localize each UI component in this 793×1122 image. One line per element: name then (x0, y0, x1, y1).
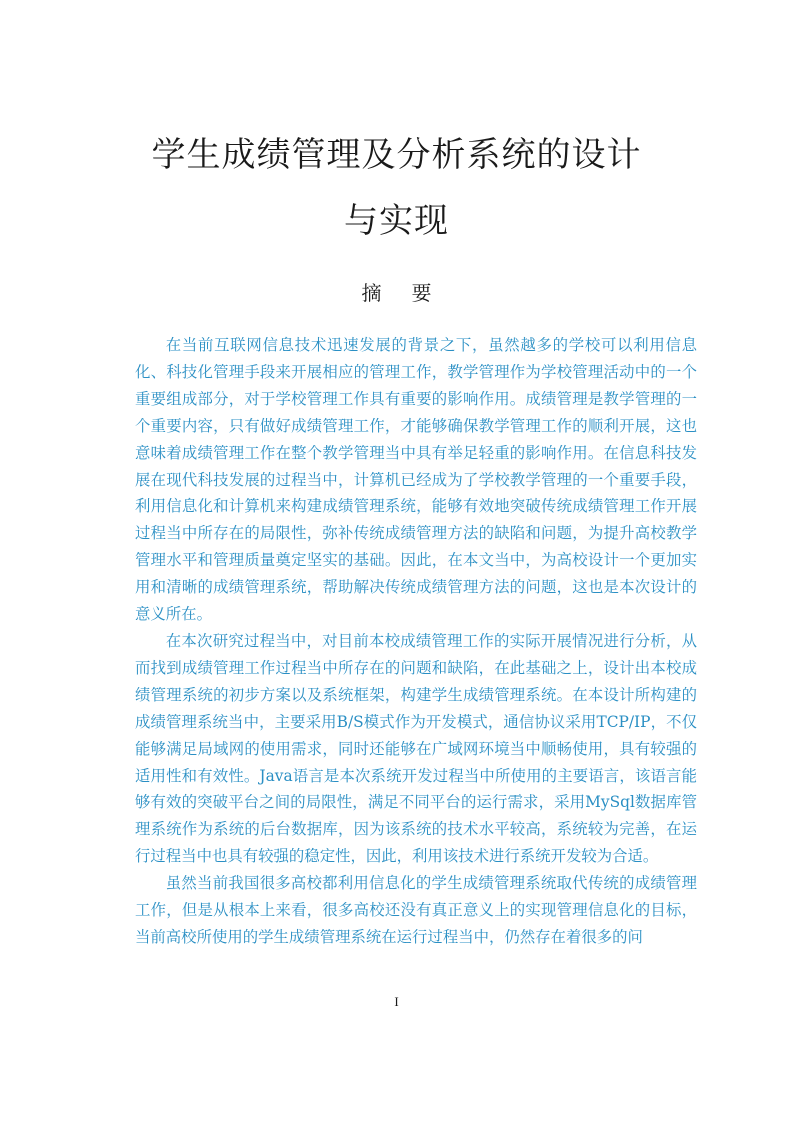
page-number: I (394, 994, 399, 1009)
abstract-paragraph-1: 在当前互联网信息技术迅速发展的背景之下，虽然越多的学校可以利用信息化、科技化管理手段来开展相应的管理工作，教学管理作为学校管理活动中的一个重要组成部分，对于学校管理工作具有重要的影响作用。成绩管理是教学管理的一个重要内容，只有做好成绩管理工作，才能够确保教学管理工作的顺利开展，这也意味着成绩管理工作在整个教学管理当中具有举足轻重的影响作用。在信息科技发展在现代科技发展的过程当中，计算机已经成为了学校教学管理的一个重要手段，利用信息化和计算机来构建成绩管理系统，能够有效地突破传统成绩管理工作开展过程当中所存在的局限性，弥补传统成绩管理方法的缺陷和问题，为提升高校教学管理水平和管理质量奠定坚实的基础。因此，在本文当中，为高校设计一个更加实用和清晰的成绩管理系统，帮助解决传统成绩管理方法的问题，这也是本次设计的意义所在。 (135, 336, 697, 624)
abstract-paragraph-2: 在本次研究过程当中，对目前本校成绩管理工作的实际开展情况进行分析，从而找到成绩管理工作过程当中所存在的问题和缺陷，在此基础之上，设计出本校成绩管理系统的初步方案以及系统框架，构建学生成绩管理系统。在本设计所构建的成绩管理系统当中，主要采用B/S模式作为开发模式，通信协议采用TCP/IP，不仅能够满足局域网的使用需求，同时还能够在广域网环境当中顺畅使用，具有较强的适用性和有效性。Java语言是本次系统开发过程当中所使用的主要语言，该语言能够有效的突破平台之间的局限性，满足不同平台的运行需求，采用MySql数据库管理系统作为系统的后台数据库，因为该系统的技术水平较高，系统较为完善，在运行过程当中也具有较强的稳定性，因此，利用该技术进行系统开发较为合适。 (135, 631, 697, 866)
abstract-heading: 摘要 (361, 281, 462, 305)
abstract-body (135, 332, 697, 951)
abstract-paragraph-3: 虽然当前我国很多高校都利用信息化的学生成绩管理系统取代传统的成绩管理工作，但是从根本上来看，很多高校还没有真正意义上的实现管理信息化的目标，当前高校所使用的学生成绩管理系统在运行过程当中，仍然存在着很多的问 (135, 874, 697, 946)
document-title-line-2: 与实现 (344, 201, 449, 241)
document-title-line-1: 学生成绩管理及分析系统的设计 (151, 135, 642, 175)
